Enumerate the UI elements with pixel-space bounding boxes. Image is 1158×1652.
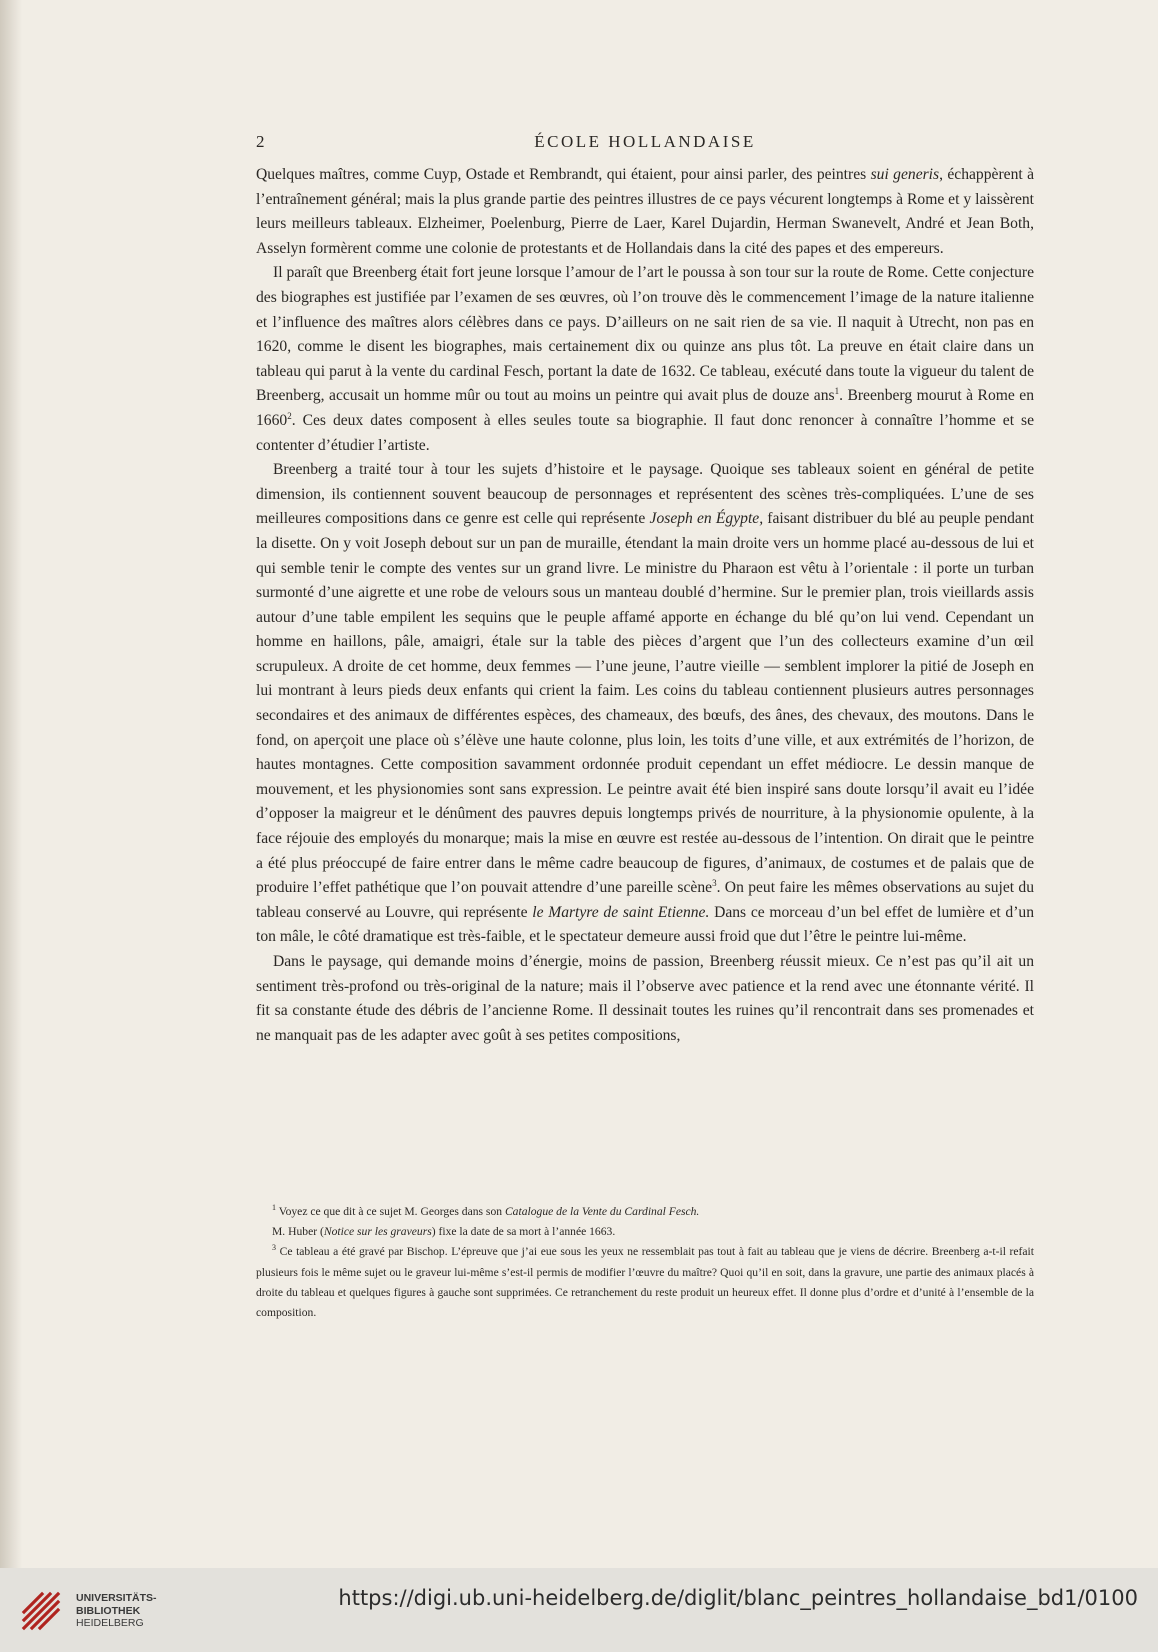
- paragraph-2: Il paraît que Breenberg était fort jeune lorsque l’amour de l’art le poussa à son tour sur la route de Rome. Cette conjecture des biographes est justifiée par l’examen de ses œuvres, où l’on trouve dès le commencement l’image de la nature italienne et l’influence des maîtres alors célèbres dans ce pays. D’ailleurs on ne sait rien de sa vie. Il naquit à Utrecht, non pas en 1620, comme le disent les biographes, mais certainement dix ou quinze ans plus tôt. La preuve en était claire dans un tableau qui parut à la vente du cardinal Fesch, portant la date de 1632. Ce tableau, exécuté dans toute la vigueur du talent de Breenberg, accusait un homme mûr ou tout au moins un peintre qui avait plus de douze ans$^1$. Breenberg mourut à Rome en 1660$^2$. Ces deux dates composent à elles seules toute sa biographie. Il faut donc renoncer à connaître l’homme et se contenter d’étudier l’artiste.: [256, 264, 1034, 454]
- permalink-url[interactable]: https://digi.ub.uni-heidelberg.de/diglit/blanc_peintres_hollandaise_bd1/0100: [338, 1586, 1138, 1610]
- viewer-footer: [0, 1568, 1158, 1652]
- paragraph-3: Breenberg a traité tour à tour les sujets d’histoire et le paysage. Quoique ses tableaux soient en général de petite dimension, ils contiennent souvent beaucoup de personnages et représentent des scènes très-compliquées. L’une de ses meilleures compositions dans ce genre est celle qui représente Joseph en Égypte, faisant distribuer du blé au peuple pendant la disette. On y voit Joseph debout sur un pan de muraille, étendant la main droite vers un homme placé au-dessous de lui et qui semble tenir le compte des ventes sur un grand livre. Le ministre du Pharaon est vêtu à l’orientale : il porte un turban surmonté d’une aigrette et une robe de velours sous un manteau doublé d’hermine. Sur le premier plan, trois vieillards assis autour d’une table empilent les sequins que le peuple affamé apporte en échange du blé qu’on lui vend. Cependant un homme en haillons, pâle, amaigri, étale sur la table des pièces d’argent que l’un des collecteurs examine d’un œil scrupuleux. A droite de cet homme, deux femmes — l’une jeune, l’autre vieille — semblent implorer la pitié de Joseph en lui montrant à leurs pieds deux enfants qui crient la faim. Les coins du tableau contiennent plusieurs autres personnages secondaires et des animaux de différentes espèces, des chameaux, des bœufs, des ânes, des chevaux, des moutons. Dans le fond, on aperçoit une place où s’élève une haute colonne, plus loin, les toits d’une ville, et aux extrémités de l’horizon, de hautes montagnes. Cette composition savamment ordonnée produit cependant un effet médiocre. Le dessin manque de mouvement, et les physionomies sont sans expression. Le peintre avait été bien inspiré sans doute lorsqu’il avait eu l’idée d’opposer la maigreur et le dénûment des pauvres depuis longtemps privés de nourriture, à la physionomie opulente, à la face réjouie des employés du monarque; mais la mise en œuvre est restée au-dessous de l’intention. On dirait que le peintre a été plus préoccupé de faire entrer dans le même cadre beaucoup de figures, d’animaux, de costumes et de palais que de produire l’effet pathétique que l’on pouvait attendre d’une pareille scène$^3$. On peut faire les mêmes observations au sujet du tableau conservé au Louvre, qui représente le Martyre de saint Etienne. Dans ce morceau d’un bel effet de lumière et d’un ton mâle, le côté dramatique est très-faible, et le spectateur demeure aussi froid que dut l’être le peintre lui-même.: [256, 461, 1034, 946]
- footnote-2: M. Huber (Notice sur les graveurs) fixe la date de sa mort à l’année 1663.: [272, 1225, 616, 1239]
- footnotes: [256, 1202, 1034, 1323]
- running-head: [256, 132, 1034, 156]
- italic-title: Joseph en Égypte,: [649, 510, 764, 528]
- footnote-1: $^1$ Voyez ce que dit à ce sujet M. Georges dans son Catalogue de la Vente du Cardinal Fesch.: [272, 1203, 700, 1218]
- library-logo-text: UNIVERSITÄTS- BIBLIOTHEK HEIDELBERG: [76, 1592, 157, 1629]
- italic-title: le Martyre de saint Etienne.: [532, 903, 710, 921]
- footnote-ref-3[interactable]: 3: [712, 878, 717, 889]
- page-number: 2: [256, 132, 265, 151]
- footnote-3: $^3$ Ce tableau a été gravé par Bischop. L’épreuve que j’ai eue sous les yeux ne ressemblait pas tout à fait au tableau que je viens de décrire. Breenberg a-t-il refait plusieurs fois le même sujet ou le graveur lui-même s’est-il permis de modifier l’œuvre du maître? Quoi qu’il en soit, dans la gravure, une partie des animaux placés à droite du tableau et quelques figures à gauche sont supprimées. Ce retranchement du reste produit un heureux effet. Il donne plus d’ordre et d’unité à l’ensemble de la composition.: [256, 1243, 1034, 1320]
- library-logo[interactable]: [18, 1578, 158, 1642]
- paragraph-4: Dans le paysage, qui demande moins d’énergie, moins de passion, Breenberg réussit mieux. Ce n’est pas qu’il ait un sentiment très-profond ou très-original de la nature; mais il l’observe avec patience et la rend avec une étonnante vérité. Il fit sa constante étude des débris de l’ancienne Rome. Il dessinait toutes les ruines qu’il rencontrait dans ses promenades et ne manquait pas de les adapter avec goût à ses petites compositions,: [256, 953, 1034, 1044]
- library-logo-icon: [18, 1582, 64, 1634]
- italic-term: sui generis: [870, 166, 940, 183]
- body-text: [256, 163, 1034, 1048]
- footnote-ref-2[interactable]: 2: [287, 410, 292, 421]
- page-header-title: ÉCOLE HOLLANDAISE: [534, 132, 756, 151]
- paragraph-1: Quelques maîtres, comme Cuyp, Ostade et Rembrandt, qui étaient, pour ainsi parler, des peintres sui generis, échappèrent à l’entraînement général; mais la plus grande partie des peintres illustres de ce pays vécurent longtemps à Rome et y laissèrent leurs meilleurs tableaux. Elzheimer, Poelenburg, Pierre de Laer, Karel Dujardin, Herman Swanevelt, André et Jean Both, Asselyn formèrent comme une colonie de protestants et de Hollandais dans la cité des papes et des empereurs.: [256, 166, 1034, 257]
- footnote-ref-1[interactable]: 1: [834, 386, 840, 397]
